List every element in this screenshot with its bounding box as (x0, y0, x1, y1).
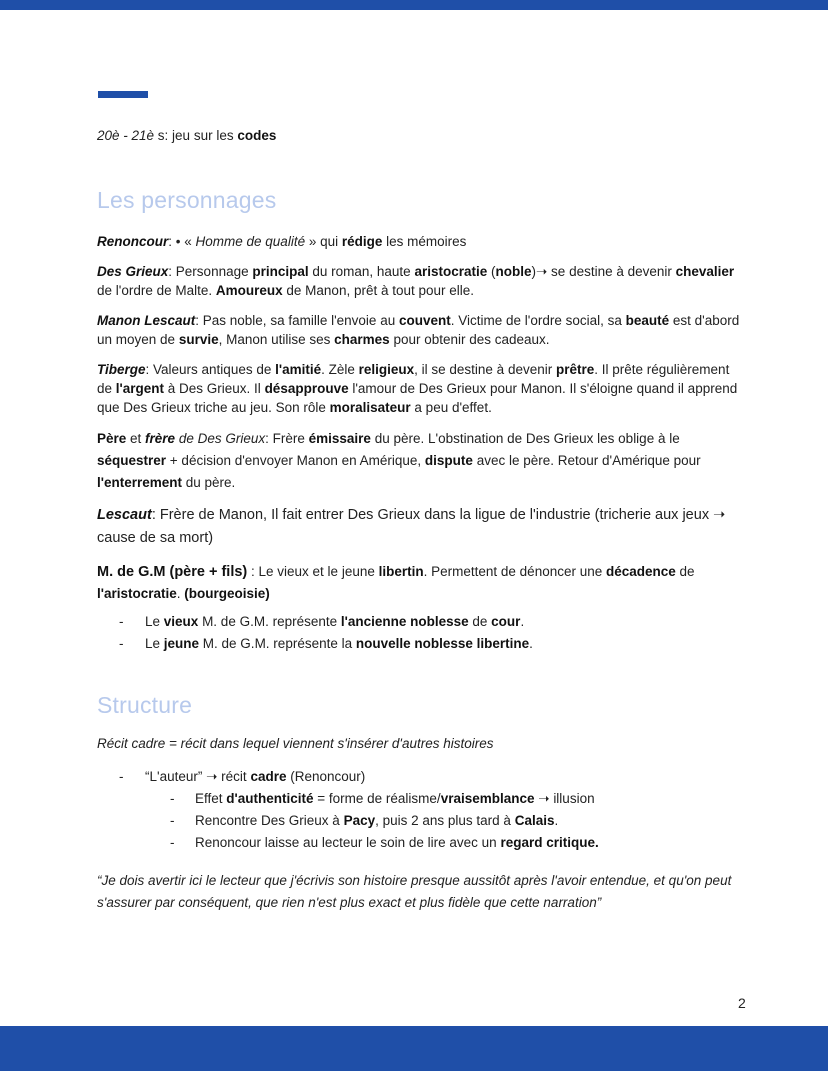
heading-personnages: Les personnages (97, 187, 277, 213)
document-body (97, 126, 747, 914)
list-item: - Rencontre Des Grieux à Pacy, puis 2 ans plus tard à Calais. (97, 810, 747, 832)
gm-list (97, 611, 747, 655)
paragraph-tiberge: Tiberge: Valeurs antiques de l'amitié. Zèle religieux, il se destine à devenir prêtre. Il prête régulièrement de l'argent à Des Grieux. Il désapprouve l'amour de Des Grieux pour Manon. Il s'éloigne quand il apprend que Des Grieux triche au jeu. Son rôle moralisateur a peu d'effet. (97, 362, 738, 415)
paragraph-lescaut: Lescaut: Frère de Manon, Il fait entrer Des Grieux dans la ligue de l'industrie (tricherie aux jeux ➝ cause de sa mort) (97, 507, 726, 546)
structure-list (97, 766, 747, 854)
paragraph-des-grieux: Des Grieux: Personnage principal du roman, haute aristocratie (noble)➝ se destine à devenir chevalier de l'ordre de Malte. Amoureux de Manon, prêt à tout pour elle. (97, 264, 735, 298)
list-item: - “L'auteur” ➝ récit cadre (Renoncour) (97, 766, 747, 788)
paragraph-manon-lescaut: Manon Lescaut: Pas noble, sa famille l'envoie au couvent. Victime de l'ordre social, sa beauté est d'abord un moyen de survie, Manon utilise ses charmes pour obtenir des cadeaux. (97, 313, 740, 347)
paragraph-gm: M. de G.M (père + fils) : Le vieux et le jeune libertin. Permettent de dénoncer une décadence de l'aristocratie. (bourgeoisie) (97, 564, 695, 601)
structure-definition: Récit cadre = récit dans lequel viennent s'insérer d'autres histoires (97, 736, 494, 751)
paragraph-renoncour: Renoncour: • « Homme de qualité » qui rédige les mémoires (97, 234, 467, 249)
list-item: - Le jeune M. de G.M. représente la nouvelle noblesse libertine. (97, 633, 747, 655)
accent-dash (98, 91, 148, 98)
bottom-color-bar (0, 1026, 828, 1071)
list-item: - Renoncour laisse au lecteur le soin de lire avec un regard critique. (97, 832, 747, 854)
list-item: - Effet d'authenticité = forme de réalisme/vraisemblance ➝ illusion (97, 788, 747, 810)
page-number: 2 (738, 995, 746, 1011)
quote: “Je dois avertir ici le lecteur que j'écrivis son histoire presque aussitôt après l'avoir entendue, et qu'on peut s'assurer par conséquent, que rien n'est plus exact et plus fidèle que cette narration” (97, 873, 732, 910)
top-color-bar (0, 0, 828, 10)
paragraph-pere-frere: Père et frère de Des Grieux: Frère émissaire du père. L'obstination de Des Grieux les oblige à le séquestrer + décision d'envoyer Manon en Amérique, dispute avec le père. Retour d'Amérique pour l'enterrement du père. (97, 431, 701, 490)
heading-structure: Structure (97, 692, 193, 718)
codes-line: 20è - 21è s: jeu sur les codes (97, 128, 277, 143)
list-item: - Le vieux M. de G.M. représente l'ancienne noblesse de cour. (97, 611, 747, 633)
